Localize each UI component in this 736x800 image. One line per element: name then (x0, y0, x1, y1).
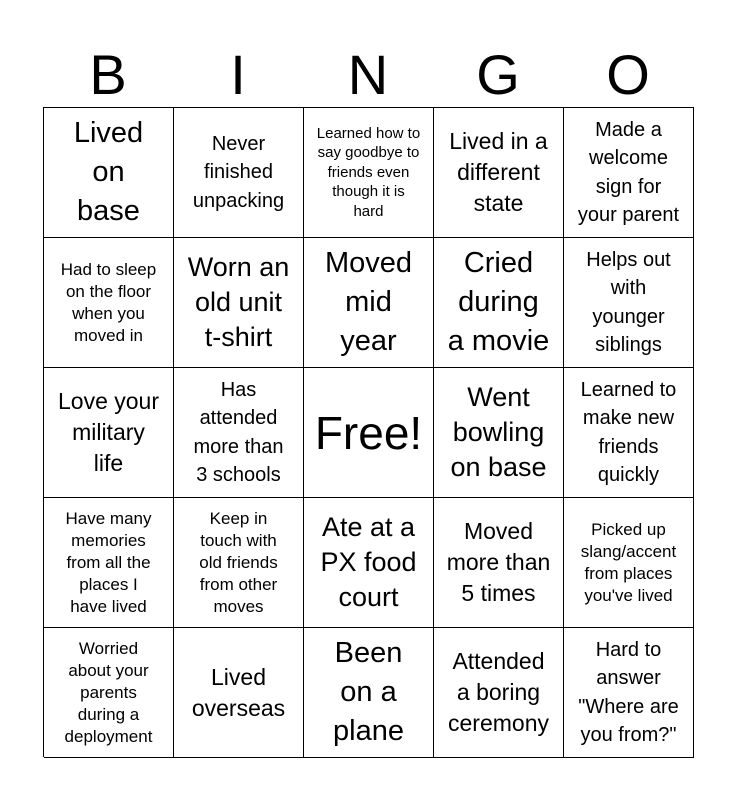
bingo-cell (564, 498, 694, 628)
bingo-cell (434, 628, 564, 758)
bingo-cell (174, 628, 304, 758)
header-letter-i: I (230, 43, 246, 106)
bingo-cell (304, 108, 434, 238)
cell-text: Have many memories from all the places I have lived (65, 508, 152, 616)
header-letter-g: G (476, 43, 520, 106)
bingo-cell (304, 498, 434, 628)
cell-text: Picked up slang/accent from places you've lived (580, 519, 677, 605)
cell-text: Lived overseas (191, 663, 286, 721)
bingo-cell (564, 628, 694, 758)
cell-text: Been on a plane (333, 637, 404, 747)
bingo-cell (304, 238, 434, 368)
cell-text: Keep in touch with old friends from other moves (199, 508, 278, 616)
bingo-cell (564, 108, 694, 238)
cell-text: Learned how to say goodbye to friends even though it is hard (316, 124, 421, 220)
bingo-cell (44, 628, 174, 758)
bingo-cell (44, 498, 174, 628)
bingo-cell (174, 238, 304, 368)
cell-text: Learned to make new friends quickly (580, 378, 677, 486)
free-space-text: Free! (314, 406, 423, 459)
cell-text: Made a welcome sign for your parent (577, 118, 680, 226)
bingo-header (43, 42, 693, 108)
cell-text: Ate at a PX food court (320, 512, 417, 612)
bingo-cell (174, 368, 304, 498)
cell-text: Has attended more than 3 schools (193, 378, 284, 486)
bingo-cell (44, 368, 174, 498)
cell-text: Worn an old unit t-shirt (187, 252, 290, 352)
bingo-cell (564, 368, 694, 498)
cell-text: Moved mid year (324, 247, 413, 357)
cell-text: Went bowling on base (450, 382, 547, 482)
cell-text: Never finished unpacking (192, 132, 285, 212)
cell-text: Moved more than 5 times (446, 518, 551, 606)
header-letter-o: O (606, 43, 650, 106)
cell-text: Worried about your parents during a deployment (64, 638, 153, 746)
bingo-cell (44, 108, 174, 238)
bingo-cell (174, 108, 304, 238)
bingo-cell (174, 498, 304, 628)
bingo-cell (434, 368, 564, 498)
header-letter-n: N (347, 43, 389, 106)
bingo-board (43, 107, 694, 757)
cell-text: Helps out with younger siblings (586, 248, 671, 356)
bingo-cell (44, 238, 174, 368)
cell-text: Lived in a different state (449, 128, 548, 216)
bingo-cell (564, 238, 694, 368)
header-letter-b: B (89, 43, 127, 106)
bingo-cell (434, 108, 564, 238)
cell-text: Love your military life (57, 388, 159, 476)
cell-text: Cried during a movie (447, 247, 550, 357)
cell-text: Hard to answer "Where are you from?" (578, 638, 679, 746)
cell-text: Had to sleep on the floor when you moved in (60, 259, 157, 345)
bingo-free-cell (304, 368, 434, 498)
bingo-cell (434, 498, 564, 628)
bingo-cell (434, 238, 564, 368)
bingo-cell (304, 628, 434, 758)
cell-text: Attended a boring ceremony (448, 648, 549, 736)
cell-text: Lived on base (73, 117, 144, 227)
